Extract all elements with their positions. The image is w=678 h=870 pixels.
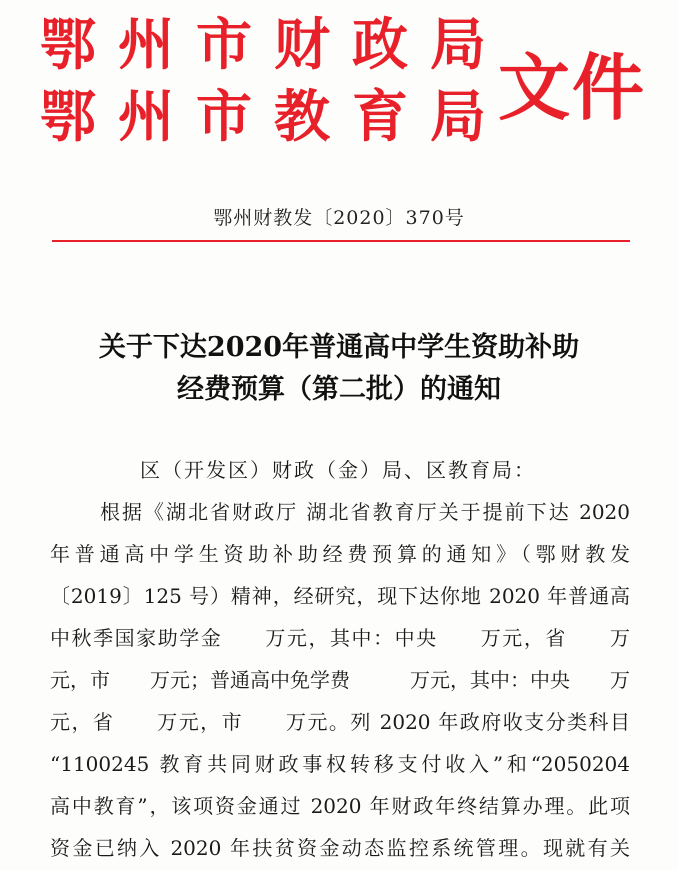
- body-line-2: 年普通高中学生资助补助经费预算的通知》（鄂财教发: [50, 542, 630, 566]
- red-divider-line: [52, 240, 630, 242]
- salutation: 区（开发区）财政（金）局、区教育局：: [140, 458, 536, 482]
- body-line-6: 元，省 万元，市 万元。列 2020 年政府收支分类科目: [50, 710, 630, 734]
- notice-title-line-1: 关于下达2020年普通高中学生资助补助: [98, 332, 580, 363]
- body-line-9: 资金已纳入 2020 年扶贫资金动态监控系统管理。现就有关: [50, 836, 630, 860]
- body-line-7: “1100245 教育共同财政事权转移支付收入”和“2050204: [50, 752, 630, 776]
- body-line-3: 〔2019〕125 号）精神，经研究，现下达你地 2020 年普通高: [50, 584, 630, 608]
- issuer-finance-bureau: 鄂州市财政局: [40, 13, 508, 78]
- issuer-education-bureau: 鄂州市教育局: [40, 85, 508, 150]
- body-line-8: 高中教育”，该项资金通过 2020 年财政年终结算办理。此项: [50, 794, 630, 818]
- red-letterhead: [40, 13, 647, 164]
- document-number: 鄂州财教发〔2020〕370号: [213, 207, 465, 229]
- body-line-1: 根据《湖北省财政厅 湖北省教育厅关于提前下达 2020: [100, 500, 630, 524]
- body-line-5: 元，市 万元；普通高中免学费 万元，其中：中央 万: [50, 668, 630, 692]
- notice-title-line-2: 经费预算（第二批）的通知: [177, 374, 501, 405]
- document-word: 文件: [498, 46, 647, 130]
- body-line-4: 中秋季国家助学金 万元，其中：中央 万元，省 万: [50, 626, 630, 650]
